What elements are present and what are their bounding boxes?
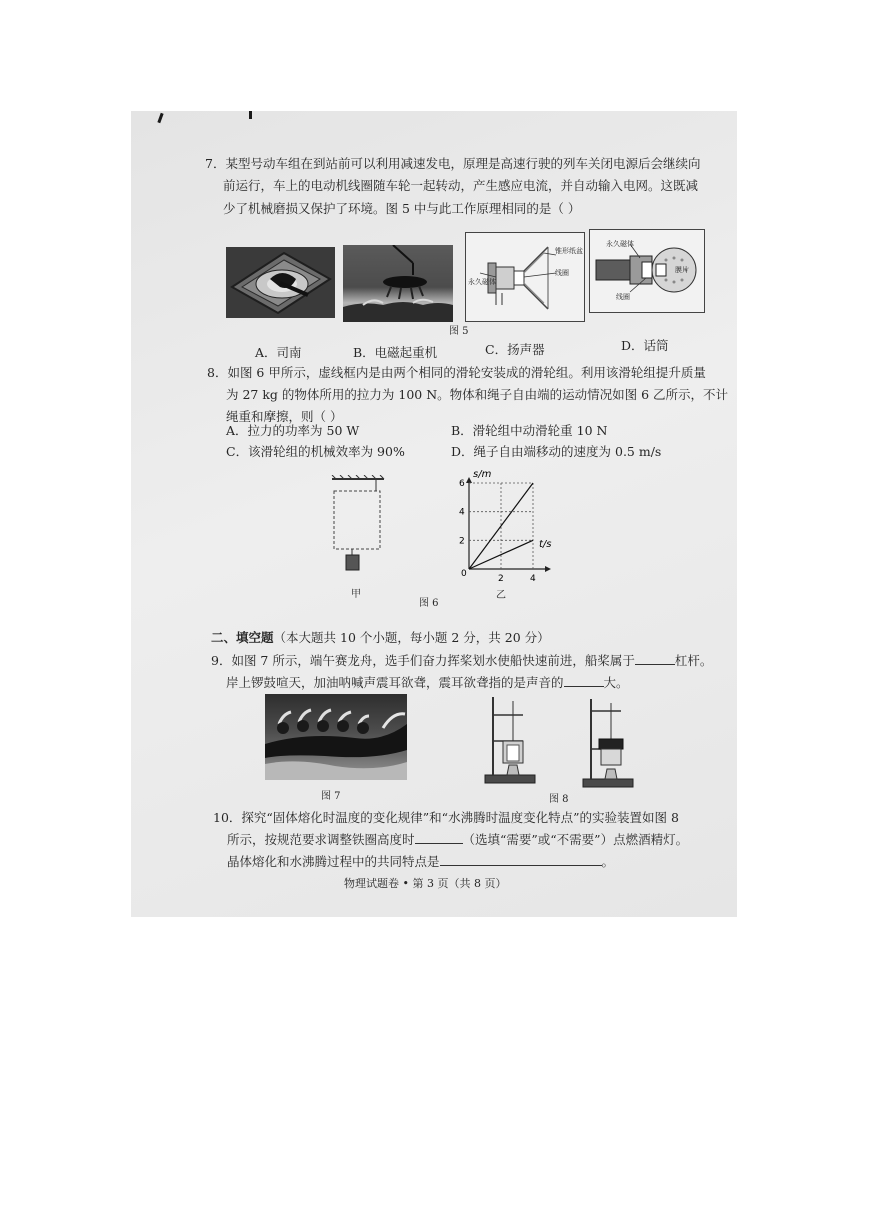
q7-option-c: C．扬声器 — [485, 342, 545, 357]
q8-option-a: A．拉力的功率为 50 W — [226, 423, 360, 438]
mic-diaphragm-label: 膜片 — [675, 266, 689, 274]
q10-blank1[interactable] — [415, 831, 463, 844]
figure5-caption: 图 5 — [449, 326, 469, 337]
chart-xlabel: t/s — [539, 539, 552, 550]
q7-option-b: B．电磁起重机 — [353, 345, 438, 360]
figure5-microphone-diagram — [589, 229, 705, 313]
q9-line2 — [226, 674, 629, 692]
section2-heading — [211, 629, 550, 647]
figure6-pulley-diagram — [326, 475, 392, 575]
chart-x-axis-arrow — [545, 566, 551, 572]
q7-option-d: D．话筒 — [621, 338, 669, 353]
figure5-speaker-diagram — [465, 232, 585, 322]
figure8-caption: 图 8 — [549, 794, 569, 805]
q10-line2-text: 所示，按规范要求调整铁圈高度时 — [227, 832, 415, 847]
q7-option-a: A．司南 — [255, 345, 302, 360]
q8-option-c: C．该滑轮组的机械效率为 90% — [226, 444, 405, 459]
page-footer: 物理试题卷 • 第 3 页（共 8 页） — [344, 877, 507, 890]
figure6-st-chart — [445, 465, 555, 581]
q8-line3: 绳重和摩擦，则（ ） — [226, 409, 343, 424]
q10-line3-end: 。 — [601, 854, 615, 869]
q8-option-d: D．绳子自由端移动的速度为 0.5 m/s — [451, 444, 662, 459]
speaker-cone-label: 锥形纸盆 — [555, 247, 583, 255]
q10-line3-text: 晶体熔化和水沸腾过程中的共同特点是 — [227, 854, 440, 869]
q9-blank2[interactable] — [564, 674, 604, 687]
figure7-dragon-boat-photo — [265, 694, 407, 780]
q9-line1-text: 9．如图 7 所示，端午赛龙舟，选手们奋力挥桨划水使船快速前进，船桨属于 — [211, 653, 635, 668]
q9-blank1[interactable] — [635, 652, 675, 665]
chart-x-tick-label: 2 — [498, 574, 504, 581]
q8-line2: 为 27 kg 的物体所用的拉力为 100 N。物体和绳子自由端的运动情况如图 6 乙所示，不计 — [226, 387, 729, 402]
speaker-magnet-label: 永久磁体 — [468, 278, 496, 286]
section2-title: 二、填空题 — [211, 630, 274, 645]
q8-option-b: B．滑轮组中动滑轮重 10 N — [451, 423, 608, 438]
figure8-apparatus-diagram — [481, 693, 641, 793]
mic-coil-label: 线圈 — [616, 293, 630, 301]
q9-line1 — [211, 652, 712, 670]
chart-y-tick-label: 2 — [459, 536, 465, 547]
figure5-crane-photo — [343, 245, 453, 322]
q10-blank2[interactable] — [440, 853, 602, 866]
chart-x-tick-label: 4 — [530, 574, 536, 581]
figure7-caption: 图 7 — [321, 791, 341, 802]
chart-y-tick-label: 4 — [459, 507, 465, 518]
q9-line2-text: 岸上锣鼓喧天，加油呐喊声震耳欲聋，震耳欲聋指的是声音的 — [226, 675, 564, 690]
figure5-compass-photo — [226, 247, 335, 318]
q9-line2-end: 大。 — [603, 675, 629, 690]
q10-line1: 10．探究“固体熔化时温度的变化规律”和“水沸腾时温度变化特点”的实验装置如图 8 — [213, 810, 679, 825]
figure6-yi-label: 乙 — [496, 590, 506, 601]
chart-ylabel: s/m — [473, 469, 492, 480]
exam-page — [131, 111, 737, 917]
q8-line1: 8．如图 6 甲所示，虚线框内是由两个相同的滑轮安装成的滑轮组。利用该滑轮组提升质量 — [207, 365, 706, 380]
q7-line1: 7．某型号动车组在到站前可以利用减速发电，原理是高速行驶的列车关闭电源后会继续向 — [205, 156, 701, 171]
scan-mark — [157, 113, 163, 123]
q10-line3 — [227, 853, 614, 871]
speaker-coil-label: 线圈 — [555, 269, 569, 277]
q7-line2: 前运行，车上的电动机线圈随车轮一起转动，产生感应电流，并自动输入电网。这既减 — [223, 178, 699, 193]
figure6-caption: 图 6 — [419, 598, 439, 609]
mic-magnet-label: 永久磁体 — [606, 240, 634, 248]
q7-line3: 少了机械磨损又保护了环境。图 5 中与此工作原理相同的是（ ） — [223, 201, 581, 216]
chart-y-tick-label: 6 — [459, 479, 465, 489]
chart-y-axis-arrow — [466, 477, 472, 483]
q10-line2 — [227, 831, 688, 849]
figure6-jia-label: 甲 — [351, 589, 361, 600]
q9-line1-end: 杠杆。 — [674, 653, 713, 668]
section2-note: （本大题共 10 个小题，每小题 2 分，共 20 分） — [273, 630, 550, 645]
q10-line2-end: （选填“需要”或“不需要”）点燃酒精灯。 — [462, 832, 689, 847]
scan-mark — [249, 111, 252, 119]
chart-origin-label: 0 — [461, 569, 467, 579]
